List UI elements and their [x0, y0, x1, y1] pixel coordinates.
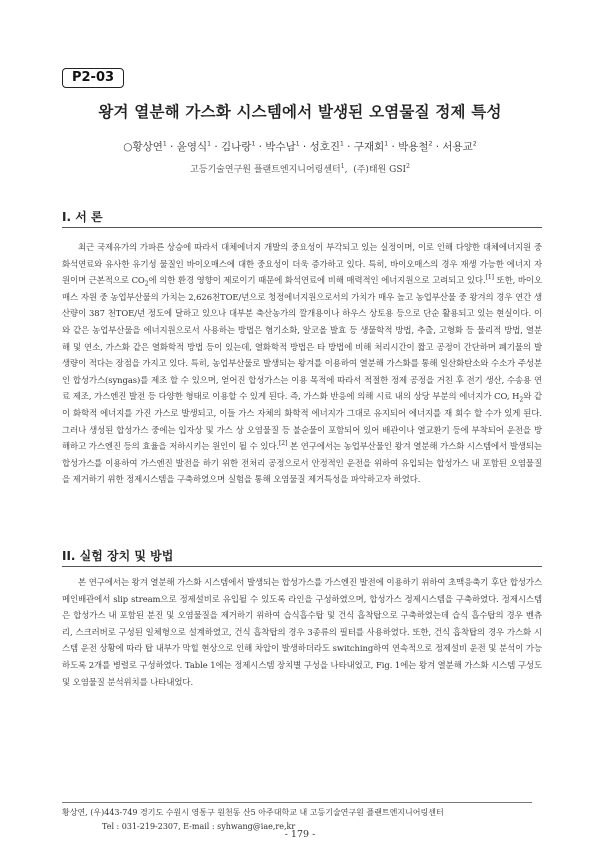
section-rule-experiment [62, 566, 542, 567]
affiliation-line: 고등기술연구원 플랜트엔지니어링센터$^1$, (주)태원 GSI$^2$ [190, 163, 410, 175]
author-name: 서용교 [442, 141, 473, 153]
text-run: 에 의한 환경 영향이 제로이기 때문에 화석연료에 비해 매력적인 에너지원으로 고려되고 있다. [148, 275, 486, 286]
author-separator: · [299, 141, 310, 153]
footnote-contact: Tel : 031-219-2307, E-mail : syhwang@iae,re,kr [102, 822, 296, 831]
author-separator: · [388, 141, 399, 153]
author-name: 구재회 [353, 141, 385, 153]
author-affil-mark: 1 [207, 140, 211, 148]
section-heading-experiment: II. 실험 장치 및 방법 [62, 549, 174, 563]
author-name: 성호진 [309, 141, 341, 153]
subscript: 2 [144, 280, 149, 288]
text-run: 와 같이 화학적 에너지를 가진 가스로 발생되고, 이들 가스 자체의 화학적 에너지가 그대로 유지되어 에너지를 재 회수 할 수가 있게 된다. 그러나 생성된 합성가스 중에는 입자상 및 가스 상 오염물질 등 불순물이 포함되어 있어 배관이나 열교환기 등에 부착되어 운전을 방해하고 가스엔진 등의 효율을 저하시키는 원인이 될 수 있다. [62, 391, 542, 452]
text-run: 또한, 바이오매스 자원 중 농업부산물의 가치는 2,626천TOE/년으로 청정에너지원으로서의 가치가 매우 높고 농업부산물 중 왕겨의 경우 연간 생산량이 387 천TOE/년 정도에 달하고 있으나 대부분 축산농가의 깔개용이나 하우스 상토용 등으로 단순 활용되고 있는 현실이다. 이와 같은 농업부산물을 에너지원으로서 사용하는 방법은 혐기소화, 알코올 발효 등 생물학적 방법, 추출, 고형화 등 물리적 방법, 열분해 및 연소, 가스화 같은 열화학적 방법 등이 있는데, 열화학적 방법은 타 방법에 비해 처리시간이 짧고 공정이 간단하며 폐기물의 발생량이 적다는 장점을 가지고 있다. 특히, 농업부산물로 발생되는 왕겨를 이용하여 열분해 가스화를 통해 일산화탄소와 수소가 주성분인 합성가스(syngas)를 제조 할 수 있으며, 얻어진 합성가스는 이용 목적에 따라서 적절한 정제 공정을 거친 후 전기 생산, 수송용 연료 제조, 가스엔진 발전 등 다양한 형태로 이용할 수 있게 된다. 즉, 가스화 반응에 의해 시료 내의 상당 부분의 에너지가 CO, H [62, 275, 542, 402]
author-affil-mark: 1 [162, 140, 167, 148]
affiliation-1-mark: 1 [340, 163, 345, 170]
text-run: 본 연구에서는 농업부산물인 왕겨 열분해 가스화 시스템에서 발생되는 합성가스를 이용하여 가스엔진 발전을 하기 위한 전처리 공정으로서 안정적인 운전을 위하여 유입되는 합성가스 내 포함된 오염물질을 제거하기 위한 정제시스템을 구축하였으며 실험을 통해 오염물질 제거특성을 파악하고자 하였다. [62, 441, 542, 485]
author-list [0, 139, 600, 154]
experiment-paragraph [62, 574, 542, 690]
author-name: 김나랑 [221, 141, 252, 153]
session-badge: P2-03 [62, 68, 124, 88]
author-separator: · [166, 141, 177, 153]
affiliation-2: (주)태원 GSI [353, 165, 407, 175]
author-name: 박수남 [265, 141, 296, 153]
author-affil-mark: 1 [295, 140, 300, 148]
author-affil-mark: 2 [472, 140, 477, 148]
author-separator: · [432, 141, 443, 153]
text-run: 본 연구에서는 왕겨 열분해 가스화 시스템에서 발생되는 합성가스를 가스엔진 발전에 이용하기 위하여 초맥응축기 후단 합성가스 메인배관에서 slip stream으로 정제설비로 유입될 수 있도록 라인을 구성하였으며, 합성가스 정제시스템을 구축하였다. 정제시스템은 합성가스 내 포함된 분진 및 오염물질을 제거하기 위하여 습식흡수탑 및 건식 흡착탑으로 구축하였는데 습식 흡수탑의 경우 벤츄리, 스크러버로 구성된 일체형으로 설계하였고, 건식 흡착탑의 경우 3종류의 필터를 사용하였다. 또한, 건식 흡착탑의 경우 가스화 시스템 운전 상황에 따라 탑 내부가 막힐 현상으로 인해 차압이 발생하더라도 switching하여 연속적으로 정제설비 운전 및 분석이 가능하도록 2개를 병렬로 구성하였다. Table 1에는 정제시스템 장치별 구성을 나타내었고, Fig. 1에는 왕겨 열분해 가스화 시스템 구성도 및 오염물질 분석위치를 나타내었다. [62, 577, 542, 687]
author-affil-mark: 1 [384, 140, 389, 148]
author-affil-mark: 1 [251, 140, 256, 148]
affiliation-1: 고등기술연구원 플랜트엔지니어링센터 [190, 165, 341, 175]
footnote-rule [62, 802, 532, 803]
paper-title: 왕겨 열분해 가스화 시스템에서 발생된 오염물질 정제 특성 [98, 103, 502, 121]
intro-paragraph [62, 239, 542, 488]
author-affil-mark: 2 [428, 140, 433, 148]
author-name: 윤영식 [176, 141, 208, 153]
author-separator: · [343, 141, 354, 153]
text-run: 최근 국제유가의 가파른 상승에 따라서 대체에너지 개발의 중요성이 부각되고 있는 실정이며, 이로 인해 다양한 대체에너지원 중 화석연료와 유사한 유기성 물질인 바이오매스에 대한 중요성이 더욱 증가하고 있다. 특히, 바이오매스의 경우 재생 가능한 에너지 자원이며 근본적으로 CO [62, 242, 542, 286]
author-affil-mark: 1 [340, 140, 344, 148]
footnote-address: (우)443-749 경기도 수원시 영통구 원천동 산5 아주대학교 내 고등기술연구원 플랜트엔지니어링센터 [90, 808, 444, 817]
footnote-author: 황상연, [62, 808, 88, 817]
author-separator: · [211, 141, 222, 153]
author-name: ○황상연 [123, 141, 163, 153]
author-separator: · [255, 141, 266, 153]
section-heading-intro: I. 서 론 [62, 210, 103, 224]
subscript: 2 [519, 397, 524, 405]
author-name: 박용철 [398, 141, 429, 153]
page-number: - 179 - [284, 829, 316, 840]
section-rule-intro [62, 227, 542, 228]
citation-mark: [2] [279, 440, 288, 448]
citation-mark: [1] [485, 274, 494, 282]
affiliation-2-mark: 2 [406, 163, 410, 170]
